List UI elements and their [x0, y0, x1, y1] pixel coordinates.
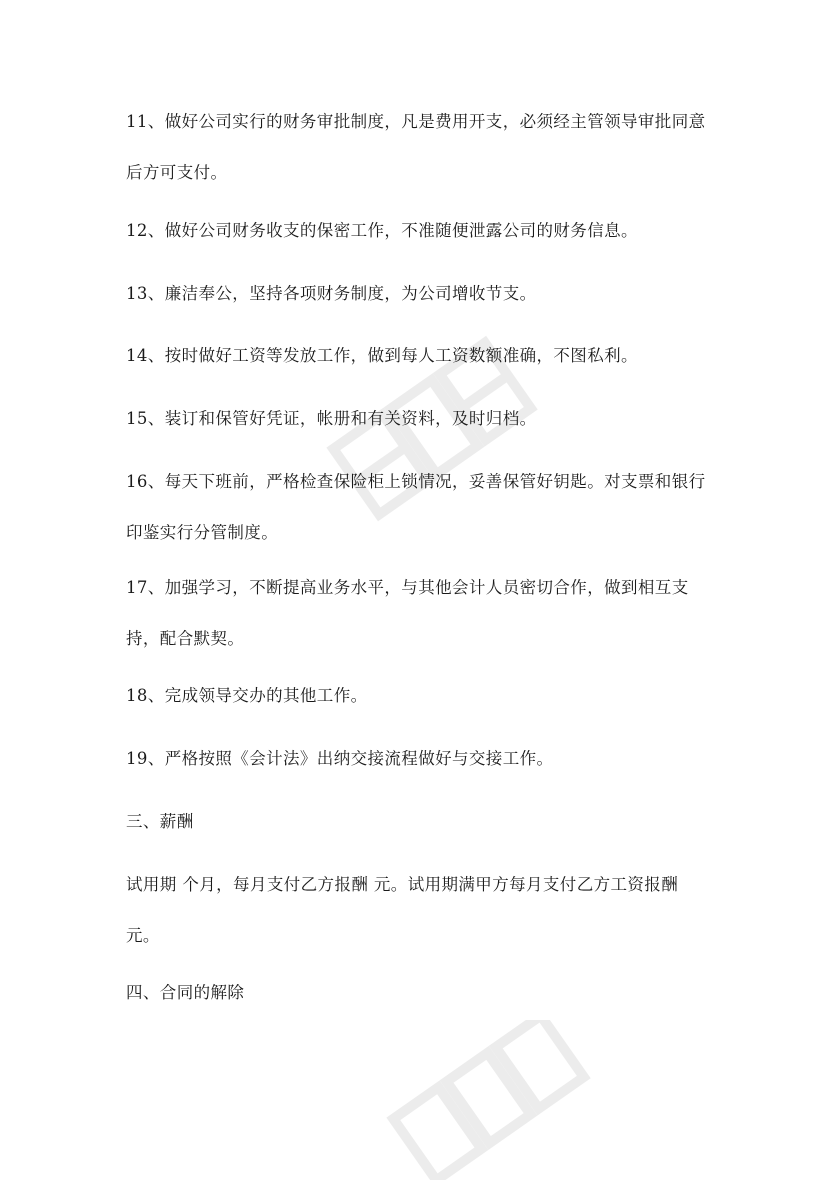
paragraph-item-15: 15、装订和保管好凭证，帐册和有关资料，及时归档。	[126, 409, 537, 428]
salary-paragraph: 试用期 个月，每月支付乙方报酬 元。试用期满甲方每月支付乙方工资报酬 元。	[126, 875, 679, 945]
paragraph-item-17: 17、加强学习，不断提高业务水平，与其他会计人员密切合作，做到相互支持，配合默契。	[126, 578, 689, 648]
section-heading-contract-termination: 四、合同的解除	[126, 983, 245, 1002]
paragraph-item-19: 19、严格按照《会计法》出纳交接流程做好与交接工作。	[126, 749, 554, 768]
paragraph-item-11: 11、做好公司实行的财务审批制度，凡是费用开支，必须经主管领导审批同意后方可支付。	[126, 112, 706, 182]
section-heading-salary: 三、薪酬	[126, 812, 194, 831]
paragraph-item-18: 18、完成领导交办的其他工作。	[126, 686, 368, 705]
paragraph-item-12: 12、做好公司财务收支的保密工作，不准随便泄露公司的财务信息。	[126, 221, 638, 240]
paragraph-item-13: 13、廉洁奉公，坚持各项财务制度，为公司增收节支。	[126, 284, 537, 303]
watermark-stamp-icon	[380, 1020, 600, 1180]
paragraph-item-16: 16、每天下班前，严格检查保险柜上锁情况，妥善保管好钥匙。对支票和银行印鉴实行分管制度。	[126, 472, 706, 542]
paragraph-item-14: 14、按时做好工资等发放工作，做到每人工资数额准确，不图私利。	[126, 346, 638, 365]
